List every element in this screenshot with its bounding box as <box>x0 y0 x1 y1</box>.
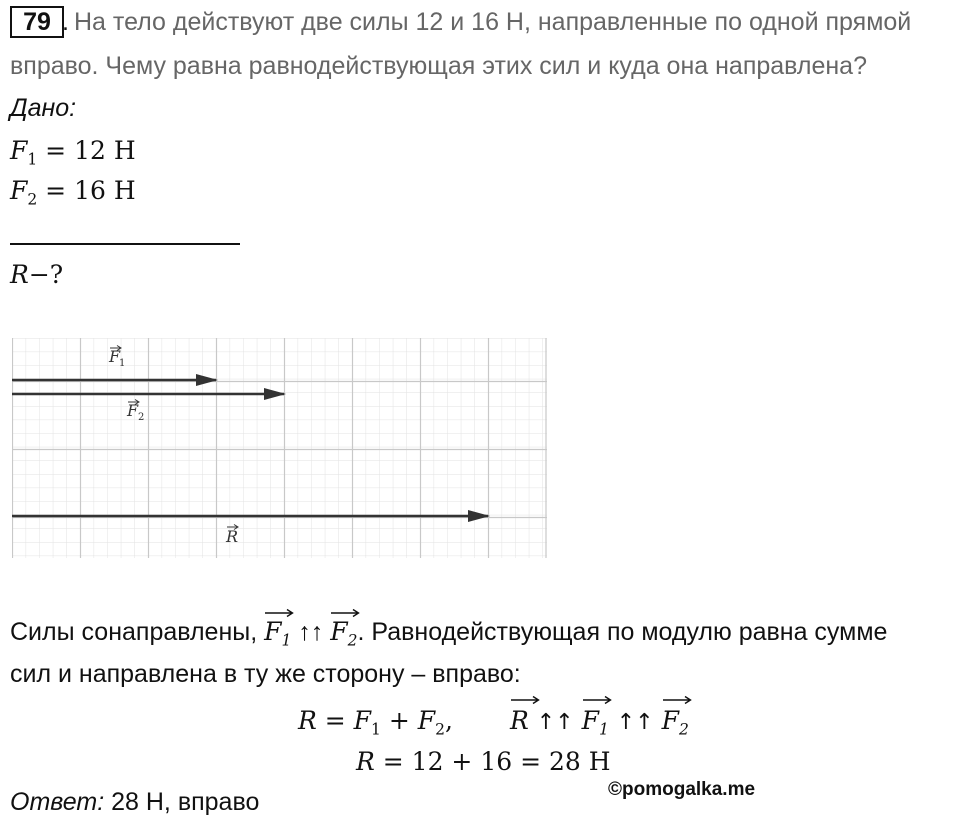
given-f1-sub: 1 <box>27 150 38 169</box>
vector-arrow-icon <box>582 695 612 705</box>
codirectional-symbol: ↑↑ <box>298 618 324 646</box>
vector-arrow-icon <box>330 608 360 618</box>
vector-f2-label-sub: 2 <box>138 412 145 423</box>
answer <box>10 786 259 818</box>
solution-line-1-end: . Равнодействующая по модулю равна сумме <box>357 618 888 646</box>
solution-line-2: сил и направлена в ту же сторону – вправо: <box>10 660 521 688</box>
given-f2-var: F <box>10 176 28 205</box>
vector-r-label <box>225 525 238 547</box>
vector-f1-symbol: $F_1$ <box>582 703 609 747</box>
vector-f2-label-var: F <box>127 401 139 420</box>
vector-f2-symbol: $F_2$ <box>662 703 689 747</box>
solution-line-1 <box>10 616 887 656</box>
answer-value: 28 Н, вправо <box>104 788 260 816</box>
given-f2-value: = 16 Н <box>37 176 136 205</box>
equation-result: R = 12 + 16 = 28 Н <box>356 747 611 776</box>
vector-arrow-icon <box>662 695 692 705</box>
problem-text-line-2: вправо. Чему равна равнодействующая этих сил и куда она направлена? <box>10 52 867 80</box>
given-f1-value: = 12 Н <box>37 136 136 165</box>
given-f1 <box>10 134 136 176</box>
given-f1-var: F <box>10 136 28 165</box>
equation-sum: $R = F_1 + F_2$, <box>298 706 453 739</box>
vector-r-symbol: R <box>510 703 529 739</box>
problem-number: 79 <box>10 6 64 38</box>
answer-label: Ответ: <box>10 788 105 816</box>
vector-f2-symbol: $F_2$ <box>330 616 357 656</box>
problem-text-line-1: На тело действуют две силы 12 и 16 Н, направленные по одной прямой <box>74 8 912 36</box>
grid-minor <box>12 338 547 558</box>
vector-diagram <box>12 338 547 558</box>
vector-arrow-icon <box>264 608 294 618</box>
find-r <box>10 258 63 292</box>
vector-f1-label-sub: 1 <box>119 358 126 369</box>
given-f2 <box>10 174 136 216</box>
vector-arrow-icon <box>510 695 540 705</box>
given-title: Дано: <box>10 94 77 122</box>
solution-line-1-start: Силы сонаправлены, <box>10 618 265 646</box>
watermark: ©pomogalka.me <box>608 779 756 800</box>
find-r-question: −? <box>28 260 64 289</box>
given-separator-line <box>10 243 240 245</box>
equation-codirectional: R ↑↑ $F_1$ ↑↑ $F_2$ <box>510 703 689 747</box>
vector-f1-label-var: F <box>109 347 121 366</box>
find-r-var: R <box>10 260 29 289</box>
vector-r-label-var: R <box>226 527 239 546</box>
given-f2-sub: 2 <box>27 190 38 209</box>
problem-number-dot: . <box>62 8 69 36</box>
vector-f1-symbol: $F_1$ <box>264 616 291 656</box>
